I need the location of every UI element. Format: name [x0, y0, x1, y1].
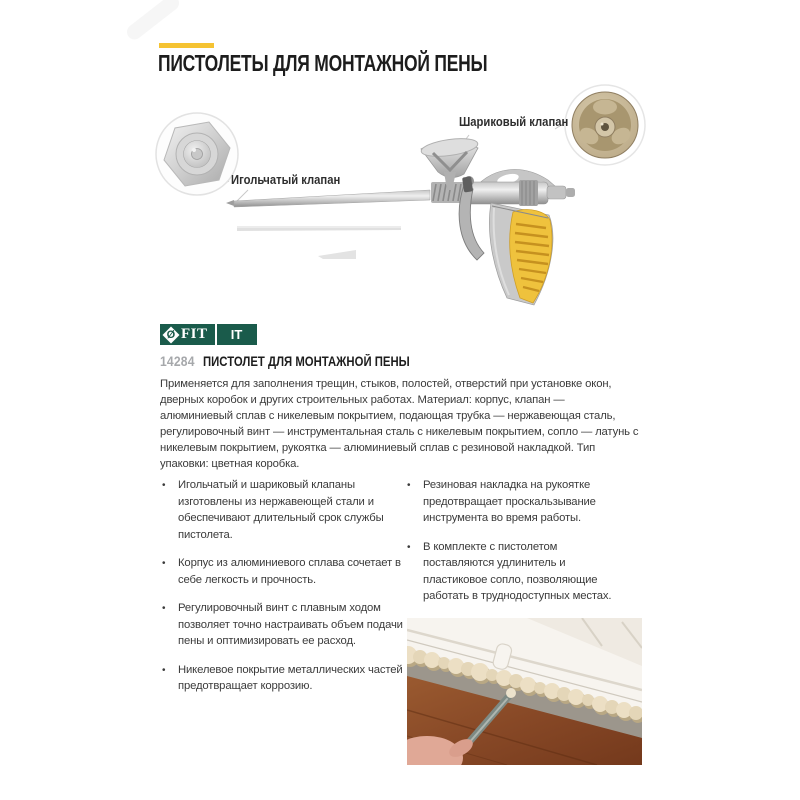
ball-valve-zoom: [565, 85, 645, 165]
fit-logo-mark-icon: Ø: [163, 326, 180, 343]
fit-logo-text: FIT: [181, 326, 208, 342]
foam-gun: [226, 136, 575, 305]
callout-needle-valve: Игольчатый клапан: [231, 173, 341, 187]
product-description: Применяется для заполнения трещин, стыков, полостей, отверстий при установке окон, дверных коробок и других строительных работах. Материал: корпус, клапан — алюминиевый сплав с никелевым покрытием, подающая трубка — нержавеющая сталь, регулировочный винт — инструментальная сталь с никелевым покрытием, сопло — латунь с никелевым покрытием, рукоятка — алюминиевый сплав с резиновой накладкой. Тип упаковки: цветная коробка.: [160, 378, 639, 470]
application-photo: [407, 618, 642, 765]
features-list-right: [405, 477, 627, 617]
features-list-left: [160, 477, 418, 707]
callout-ball-valve: Шариковый клапан: [459, 115, 569, 129]
product-line: [160, 354, 449, 369]
needle-valve-zoom: [156, 113, 238, 195]
product-name: ПИСТОЛЕТ ДЛЯ МОНТАЖНОЙ ПЕНЫ: [202, 354, 410, 369]
feature-item: • В комплекте с пистолетом поставляются удлинитель и пластиковое сопло, позволяющие работать в труднодоступных местах.: [405, 539, 627, 605]
feature-item: • Игольчатый и шариковый клапаны изготовлены из нержавеющей стали и обеспечивают длительный срок службы пистолета.: [160, 477, 418, 543]
product-sku: 14284: [160, 354, 195, 369]
fit-logo: [160, 324, 215, 345]
page-title: ПИСТОЛЕТЫ ДЛЯ МОНТАЖНОЙ ПЕНЫ: [158, 50, 488, 76]
product-figure: [0, 0, 800, 330]
feature-item: • Никелевое покрытие металлических частей предотвращает коррозию.: [160, 662, 418, 695]
foam-gun-illustration: [140, 75, 680, 320]
feature-item: • Регулировочный винт с плавным ходом позволяет точно настраивать объем подачи пены и оптимизировать ее расход.: [160, 600, 418, 650]
feature-item: • Корпус из алюминиевого сплава сочетает в себе легкость и прочность.: [160, 555, 418, 588]
feature-item: • Резиновая накладка на рукоятке предотвращает проскальзывание инструмента во время работы.: [405, 477, 627, 527]
category-badge: IT: [217, 324, 257, 345]
accessory-plastic-nozzle: [318, 250, 356, 259]
accessory-extension-tube: [237, 226, 401, 231]
brand-row: [160, 324, 257, 345]
